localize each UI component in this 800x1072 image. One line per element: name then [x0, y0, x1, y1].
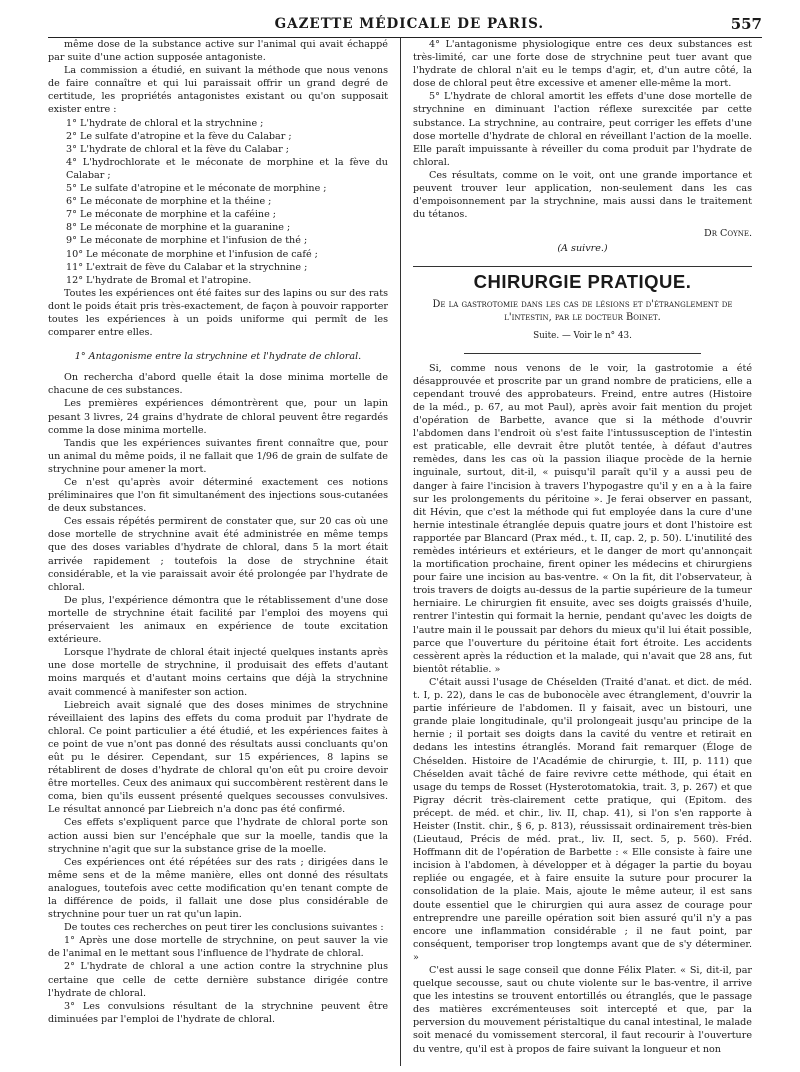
list-item: 8° Le méconate de morphine et la guaranine ; — [66, 222, 291, 234]
article-title: De la gastrotomie dans les cas de lésions et d'étranglement de l'intestin, par le docteur Boinet. — [432, 298, 733, 323]
paragraph: même dose de la substance active sur l'animal qui avait échappé par suite d'une action supposée antagoniste. — [48, 39, 388, 64]
list-item: 2° Le sulfate d'atropine et la fève du Calabar ; — [66, 130, 292, 142]
paragraph: On rechercha d'abord quelle était la dose minima mortelle de chacune de ces substances. — [48, 372, 388, 397]
paragraph: Ces résultats, comme on le voit, ont une grande importance et peuvent trouver leur application, non-seulement dans les cas d'empoisonnement par la strychnine, mais aussi dans le traitement du tétanos. — [413, 169, 752, 221]
paragraph: Si, comme nous venons de le voir, la gastrotomie a été désapprouvée et proscrite par un grand nombre de praticiens, elle a cependant trouvé des approbateurs. Freind, entre autres (Histoire de la méd., p. 67, au mot Paul), après avoir fait mention du projet d'opération de Barbette, avance que si la méthode d'ouvrir l'abdomen dans l'endroit où s'est faite l'intussusception de l'intestin est praticable, elle devrait être plutôt tentée, à défaut d'autres remèdes, dans les cas où la passion iliaque procède de la hernie inguinale, surtout, dit-il, « puisqu'il paraît qu'il y a aussi peu de danger à faire l'incision à travers l'hypogastre qu'il y en a à la faire sur les prolongements du péritoine ». Je ferai observer en passant, dit Hévin, que c'est la méthode qui fut employée dans la cure d'une hernie intestinale étranglée depuis quatre jours et dont l'histoire est rapportée par Blancard (Prax méd., t. II, cap. 2, p. 50). L'inutilité des remèdes intérieurs et extérieurs, et le danger de mort qu'annonçait la mortification prochaine, firent opiner les médecins et chirurgiens pour faire une incision au bas-ventre. « On la fit, dit l'observateur, à trois travers de doigts au-dessus de la partie supérieure de la tumeur herniaire. Le chirurgien fit ensuite, avec ses doigts graissés d'huile, rentrer l'intestin qui formait la hernie, pendant qu'avec les doigts de l'autre main il le poussait par dehors du mieux qu'il lui était possible, parce que l'ouverture du péritoine était fort étroite. Les accidents cessèrent après la réduction et la malade, qui n'avait que 28 ans, fut bientôt rétablie. » — [413, 362, 752, 675]
section-divider — [413, 266, 752, 267]
paragraph: De toutes ces recherches on peut tirer les conclusions suivantes : — [64, 922, 384, 934]
list-item: 5° Le sulfate d'atropine et le méconate de morphine ; — [66, 183, 327, 195]
paragraph: Ce n'est qu'après avoir déterminé exactement ces notions préliminaires que l'on fit simultanément des injections sous-cutanées de deux substances. — [48, 477, 388, 515]
running-header — [48, 0, 762, 38]
continuation-note: Suite. — Voir le n° 43. — [533, 330, 632, 341]
paragraph: Tandis que les expériences suivantes firent connaître que, pour un animal du même poids, il ne fallait que 1/96 de grain de sulfate de strychnine pour amener la mort. — [48, 437, 388, 475]
section-title: CHIRURGIE PRATIQUE. — [473, 270, 692, 292]
paragraph: Les premières expériences démontrèrent que, pour un lapin pesant 3 livres, 24 grains d'hydrate de chloral peuvent être regardés comme la dose minima mortelle. — [48, 398, 388, 436]
list-item: 6° Le méconate de morphine et la théine ; — [66, 196, 272, 208]
paragraph: De plus, l'expérience démontra que le rétablissement d'une dose mortelle de strychnine était facilité par l'emploi des moyens qui préservaient les animaux en expérience de toute excitation extérieure. — [48, 594, 388, 646]
list-item: 12° L'hydrate de Bromal et l'atropine. — [66, 274, 252, 286]
list-item: 7° Le méconate de morphine et la caféine ; — [66, 209, 277, 221]
page-number: 557 — [730, 14, 762, 33]
paragraph: Ces essais répétés permirent de constater que, sur 20 cas où une dose mortelle de strychnine avait été administrée en même temps que des doses variables d'hydrate de chloral, dans 5 la mort était arrivée rapidement ; toutefois la dose de strychnine était considérable, et la vie paraissait avoir été prolongée par l'hydrate de chloral. — [48, 516, 388, 593]
paragraph: 4° L'antagonisme physiologique entre ces deux substances est très-limité, car une forte dose de strychnine peut tuer avant que l'hydrate de chloral n'ait eu le temps d'agir, et, d'un autre côté, la dose de chloral peut être excessive et amener elle-même la mort. — [413, 39, 752, 90]
section-subheading: 1° Antagonisme entre la strychnine et l'hydrate de chloral. — [74, 351, 362, 363]
list-item: 1° L'hydrate de chloral et la strychnine ; — [66, 117, 264, 129]
journal-title: GAZETTE MÉDICALE DE PARIS. — [274, 15, 545, 32]
author-signature: Dr Coyne. — [704, 228, 752, 240]
paragraph: Ces effets s'expliquent parce que l'hydrate de chloral porte son action aussi bien sur l'encéphale que sur la moelle, tandis que la strychnine n'agit que sur la substance grise de la moelle. — [48, 817, 388, 855]
paragraph: Toutes les expériences ont été faites sur des lapins ou sur des rats dont le poids était pris très-exactement, de façon à pouvoir rapporter toutes les expériences à un poids uniforme qui permît de les comparer entre elles. — [48, 287, 388, 339]
list-item: 10° Le méconate de morphine et l'infusion de café ; — [66, 248, 318, 260]
to-be-continued: (A suivre.) — [557, 243, 608, 255]
article-divider — [464, 353, 701, 354]
list-item: 4° L'hydrochlorate et le méconate de morphine et la fève du Calabar ; — [66, 156, 388, 181]
paragraph: Ces expériences ont été répétées sur des rats ; dirigées dans le même sens et de la même manière, elles ont donné des résultats analogues, toutefois avec cette modification qu'en tenant compte de la différence de poids, il fallait une dose plus considérable de strychnine pour tuer un rat qu'un lapin. — [48, 856, 388, 921]
paragraph: 3° Les convulsions résultant de la strychnine peuvent être diminuées par l'emploi de l'hydrate de chloral. — [48, 1000, 388, 1025]
paragraph: C'était aussi l'usage de Chéselden (Traité d'anat. et dict. de méd. t. I, p. 22), dans le cas de bubonocèle avec étranglement, d'ouvrir la partie inférieure de l'abdomen. Il y faisait, avec un bistouri, une grande plaie longitudinale, qu'il prolongeait jusqu'au principe de la hernie ; il portait ses doigts dans la cavité du ventre et retirait en dedans les intestins étranglés. Morand fait remarquer (Éloge de Chéselden. Histoire de l'Académie de chirurgie, t. III, p. 111) que Chéselden avait tâché de faire revivre cette méthode, qui était en usage du temps de Rosset (Hysterotomatokia, trait. 3, p. 267) et que Pigray décrit très-clairement cette pratique, qui (Epitom. des précept. de méd. et chir., liv. II, chap. 41), si l'on s'en rapporte à Heister (Instit. chir., § 6, p. 813), réussissait ordinairement très-bien (Lieutaud, Précis de méd. prat., liv. II, sect. 5, p. 560). Fréd. Hoffmann dit de l'opération de Barbette : « Elle consiste à faire une incision à l'abdomen, à développer et à dégager la partie du boyau repliée ou engagée, et à faire ensuite la suture pour procurer la consolidation de la plaie. Mais, ajoute le même auteur, il est sans doute essentiel que le chirurgien qui aura assez de courage pour entreprendre une pareille opération soit bien assuré qu'il n'y a pas encore une inflammation considérable ; il ne faut point, par conséquent, temporiser trop longtemps avant que de s'y déterminer. » — [413, 676, 752, 963]
paragraph: La commission a étudié, en suivant la méthode que nous venons de faire connaître et qui lui paraissait offrir un grand degré de certitude, les propriétés antagonistes existant ou qu'on supposait exister entre : — [48, 65, 388, 116]
paragraph: Lorsque l'hydrate de chloral était injecté quelques instants après une dose mortelle de strychnine, il produisait des effets d'autant moins marqués et d'autant moins certains que déjà la strychnine avait commencé à manifester son action. — [48, 647, 388, 698]
paragraph: Liebreich avait signalé que des doses minimes de strychnine réveillaient des lapins des effets du coma produit par l'hydrate de chloral. Ce point particulier a été étudié, et les expériences faites à ce point de vue n'ont pas donné des résultats aussi concluants qu'on eût pu le désirer. Cependant, sur 15 expériences, 8 lapins se rétablirent de doses d'hydrate de chloral qu'on eût pu croire devoir être mortelles. Ceux des animaux qui succombèrent restèrent dans le coma, bien qu'ils eussent présenté quelques secousses convulsives. Le résultat annoncé par Liebreich n'a donc pas été confirmé. — [48, 699, 388, 816]
list-item: 3° L'hydrate de chloral et la fève du Calabar ; — [66, 143, 290, 155]
left-column — [48, 38, 400, 1066]
columns — [48, 38, 762, 1066]
right-column — [400, 38, 752, 1066]
paragraph: 2° L'hydrate de chloral a une action contre la strychnine plus certaine que celle de cette dernière substance dirigée contre l'hydrate de chloral. — [48, 961, 388, 999]
paragraph: C'est aussi le sage conseil que donne Félix Plater. « Si, dit-il, par quelque secousse, saut ou chute violente sur le bas-ventre, il arrive que les intestins se trouvent entortillés ou étranglés, que le passage des matières excrémenteuses soit intercepté et que, par la perversion du mouvement péristaltique du canal intestinal, le malade soit menacé du vomissement stercoral, il faut recourir à l'ouverture du ventre, qu'il est à propos de faire suivant la longueur et non — [413, 965, 752, 1055]
paragraph: 5° L'hydrate de chloral amortit les effets d'une dose mortelle de strychnine en diminuant l'action réflexe surexcitée par cette substance. La strychnine, au contraire, peut corriger les effets d'une dose mortelle d'hydrate de chloral en réveillant l'action de la moelle. Elle paraît impuissante à réveiller du coma produit par l'hydrate de chloral. — [413, 91, 752, 168]
list-item: 11° L'extrait de fève du Calabar et la strychnine ; — [66, 261, 308, 273]
paragraph: 1° Après une dose mortelle de strychnine, on peut sauver la vie de l'animal en le mettant sous l'influence de l'hydrate de chloral. — [48, 935, 388, 960]
list-item: 9° Le méconate de morphine et l'infusion de thé ; — [66, 235, 308, 247]
antagonist-list — [48, 117, 388, 287]
